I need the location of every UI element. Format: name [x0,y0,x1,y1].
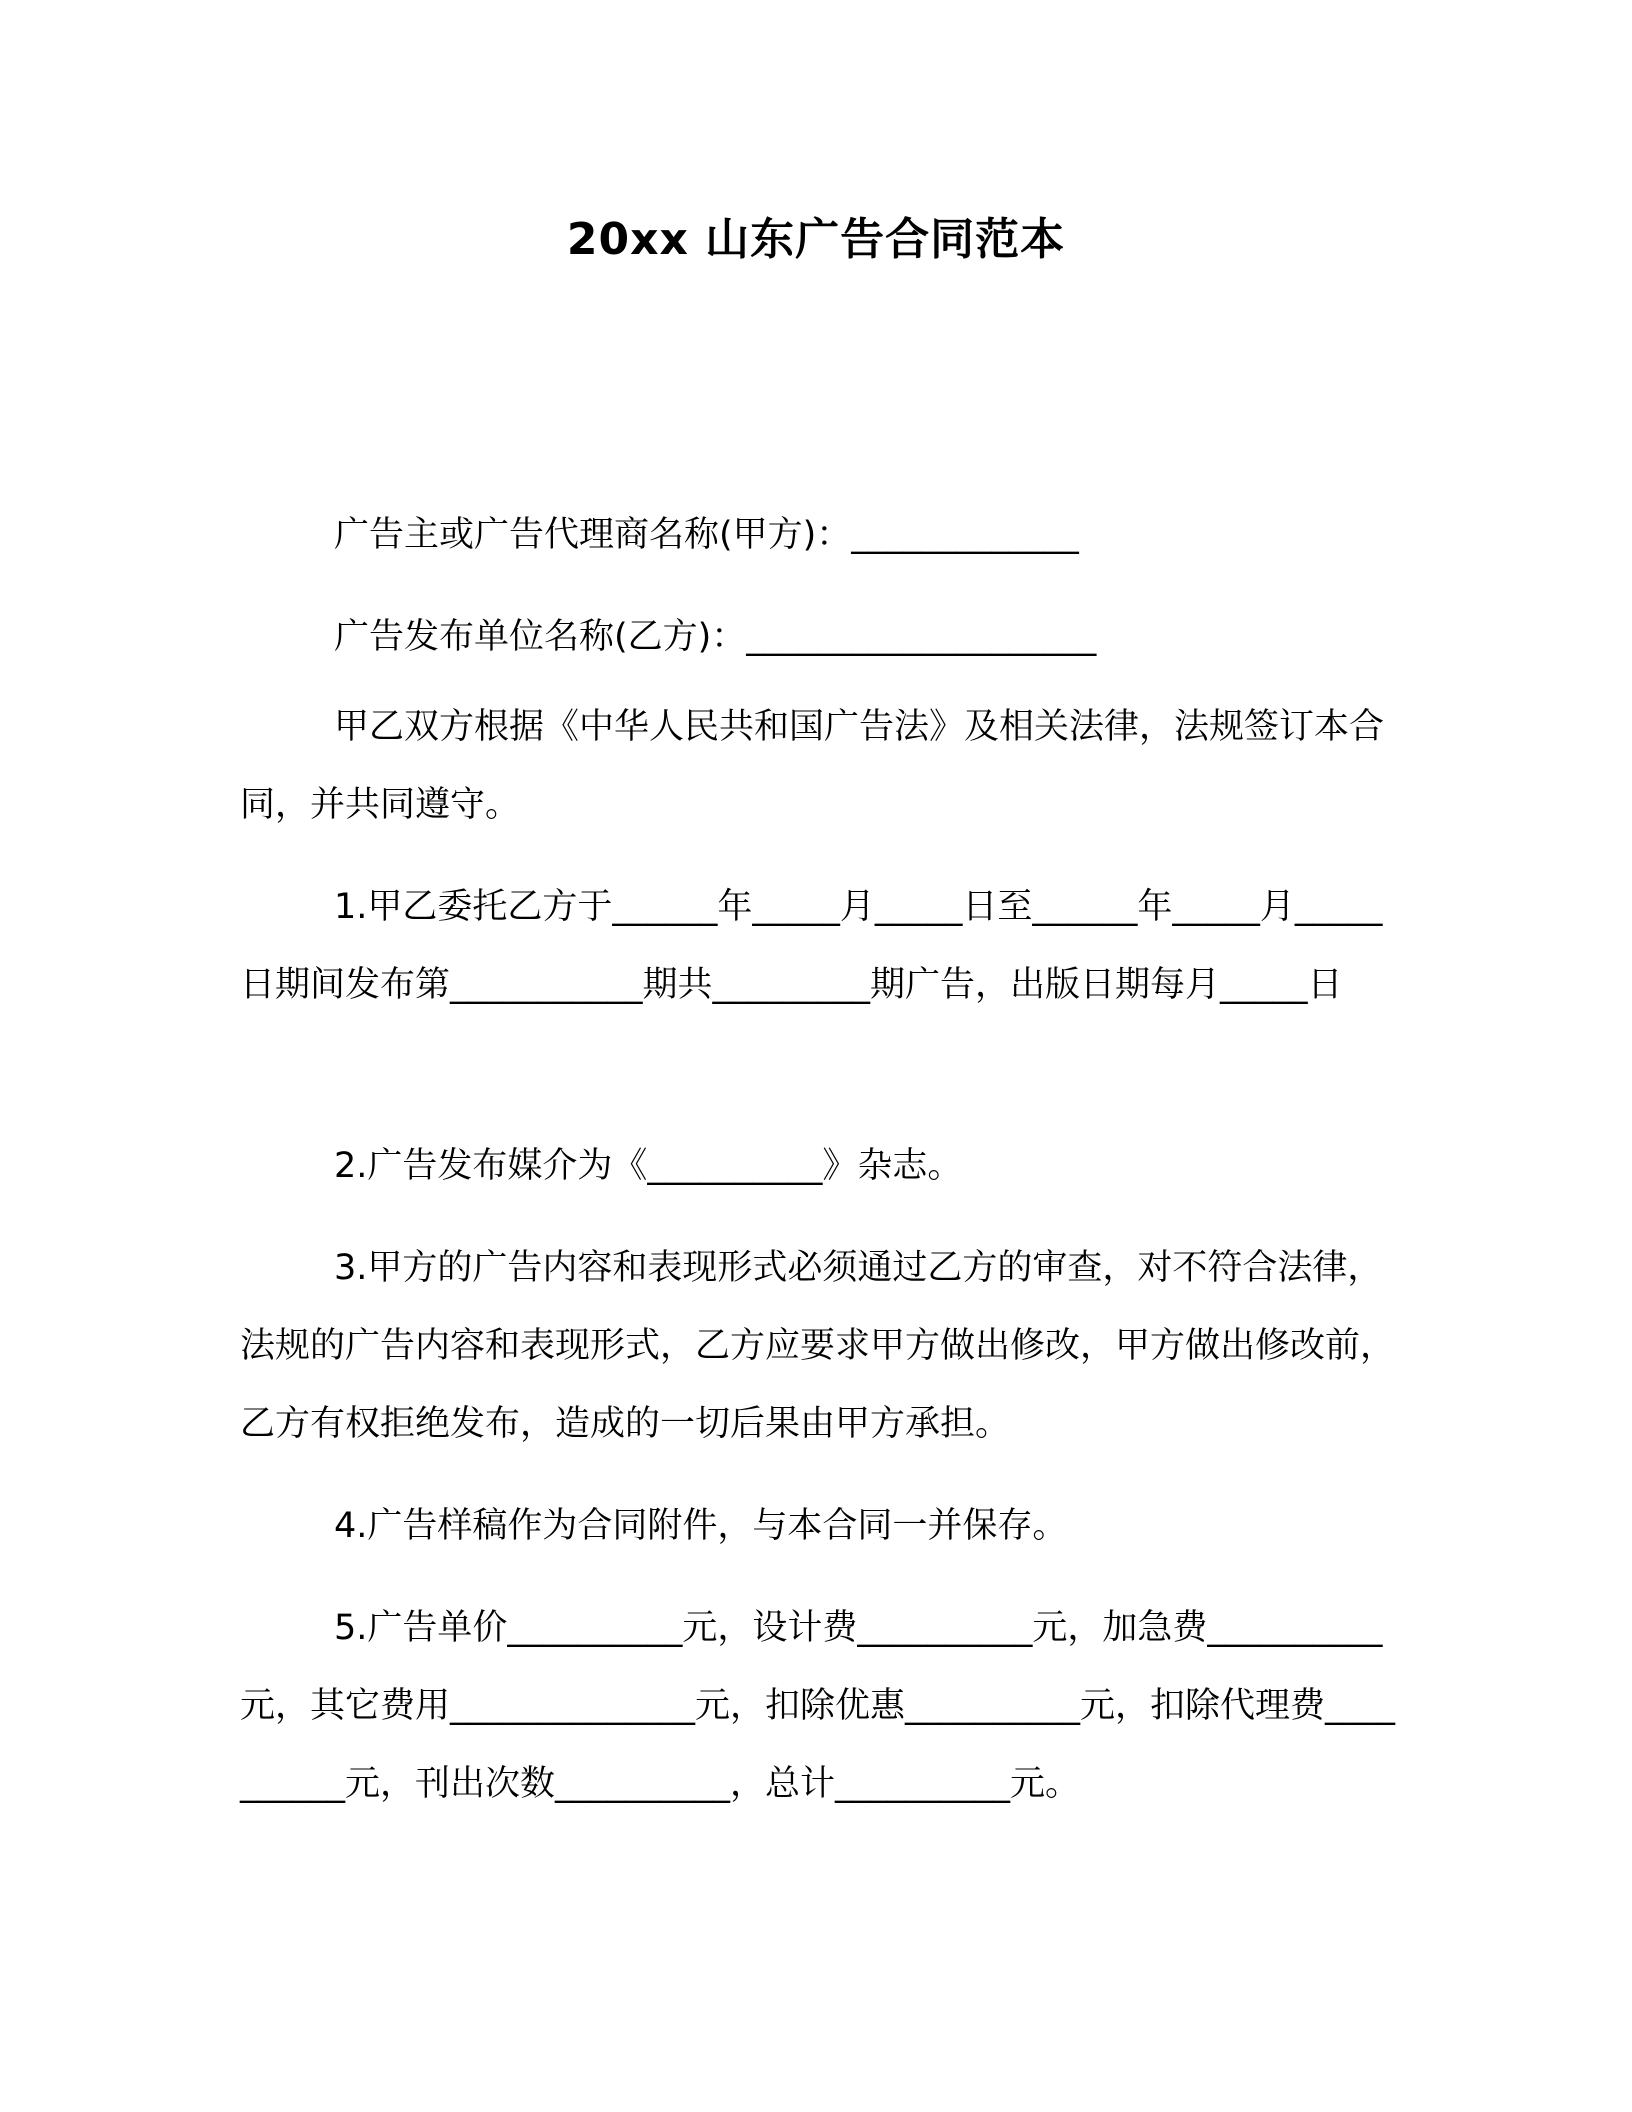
document-title: 20xx 山东广告合同范本 [566,214,1066,265]
intro-paragraph: 甲乙双方根据《中华人民共和国广告法》及相关法律，法规签订本合同，并共同遵守。 [240,707,1385,825]
clause-3: 3.甲方的广告内容和表现形式必须通过乙方的审查，对不符合法律，法规的广告内容和表现形式，乙方应要求甲方做出修改，甲方做出修改前，乙方有权拒绝发布，造成的一切后果由甲方承担。 [240,1248,1396,1444]
clause-5: 5.广告单价__________元，设计费__________元，加急费__________元，其它费用______________元，扣除优惠__________元，扣除代理费__________元，刊出次数__________，总计__________元。 [240,1608,1396,1804]
clause-2: 2.广告发布媒介为《__________》杂志。 [334,1146,963,1186]
party-a-line: 广告主或广告代理商名称(甲方)：_____________ [334,515,1079,555]
party-b-line: 广告发布单位名称(乙方)：____________________ [334,617,1097,657]
clause-1: 1.甲乙委托乙方于______年_____月_____日至______年_____月_____日期间发布第___________期共_________期广告，出版日期每月_____日 [240,887,1383,1005]
clause-4: 4.广告样稿作为合同附件，与本合同一并保存。 [334,1506,1068,1546]
